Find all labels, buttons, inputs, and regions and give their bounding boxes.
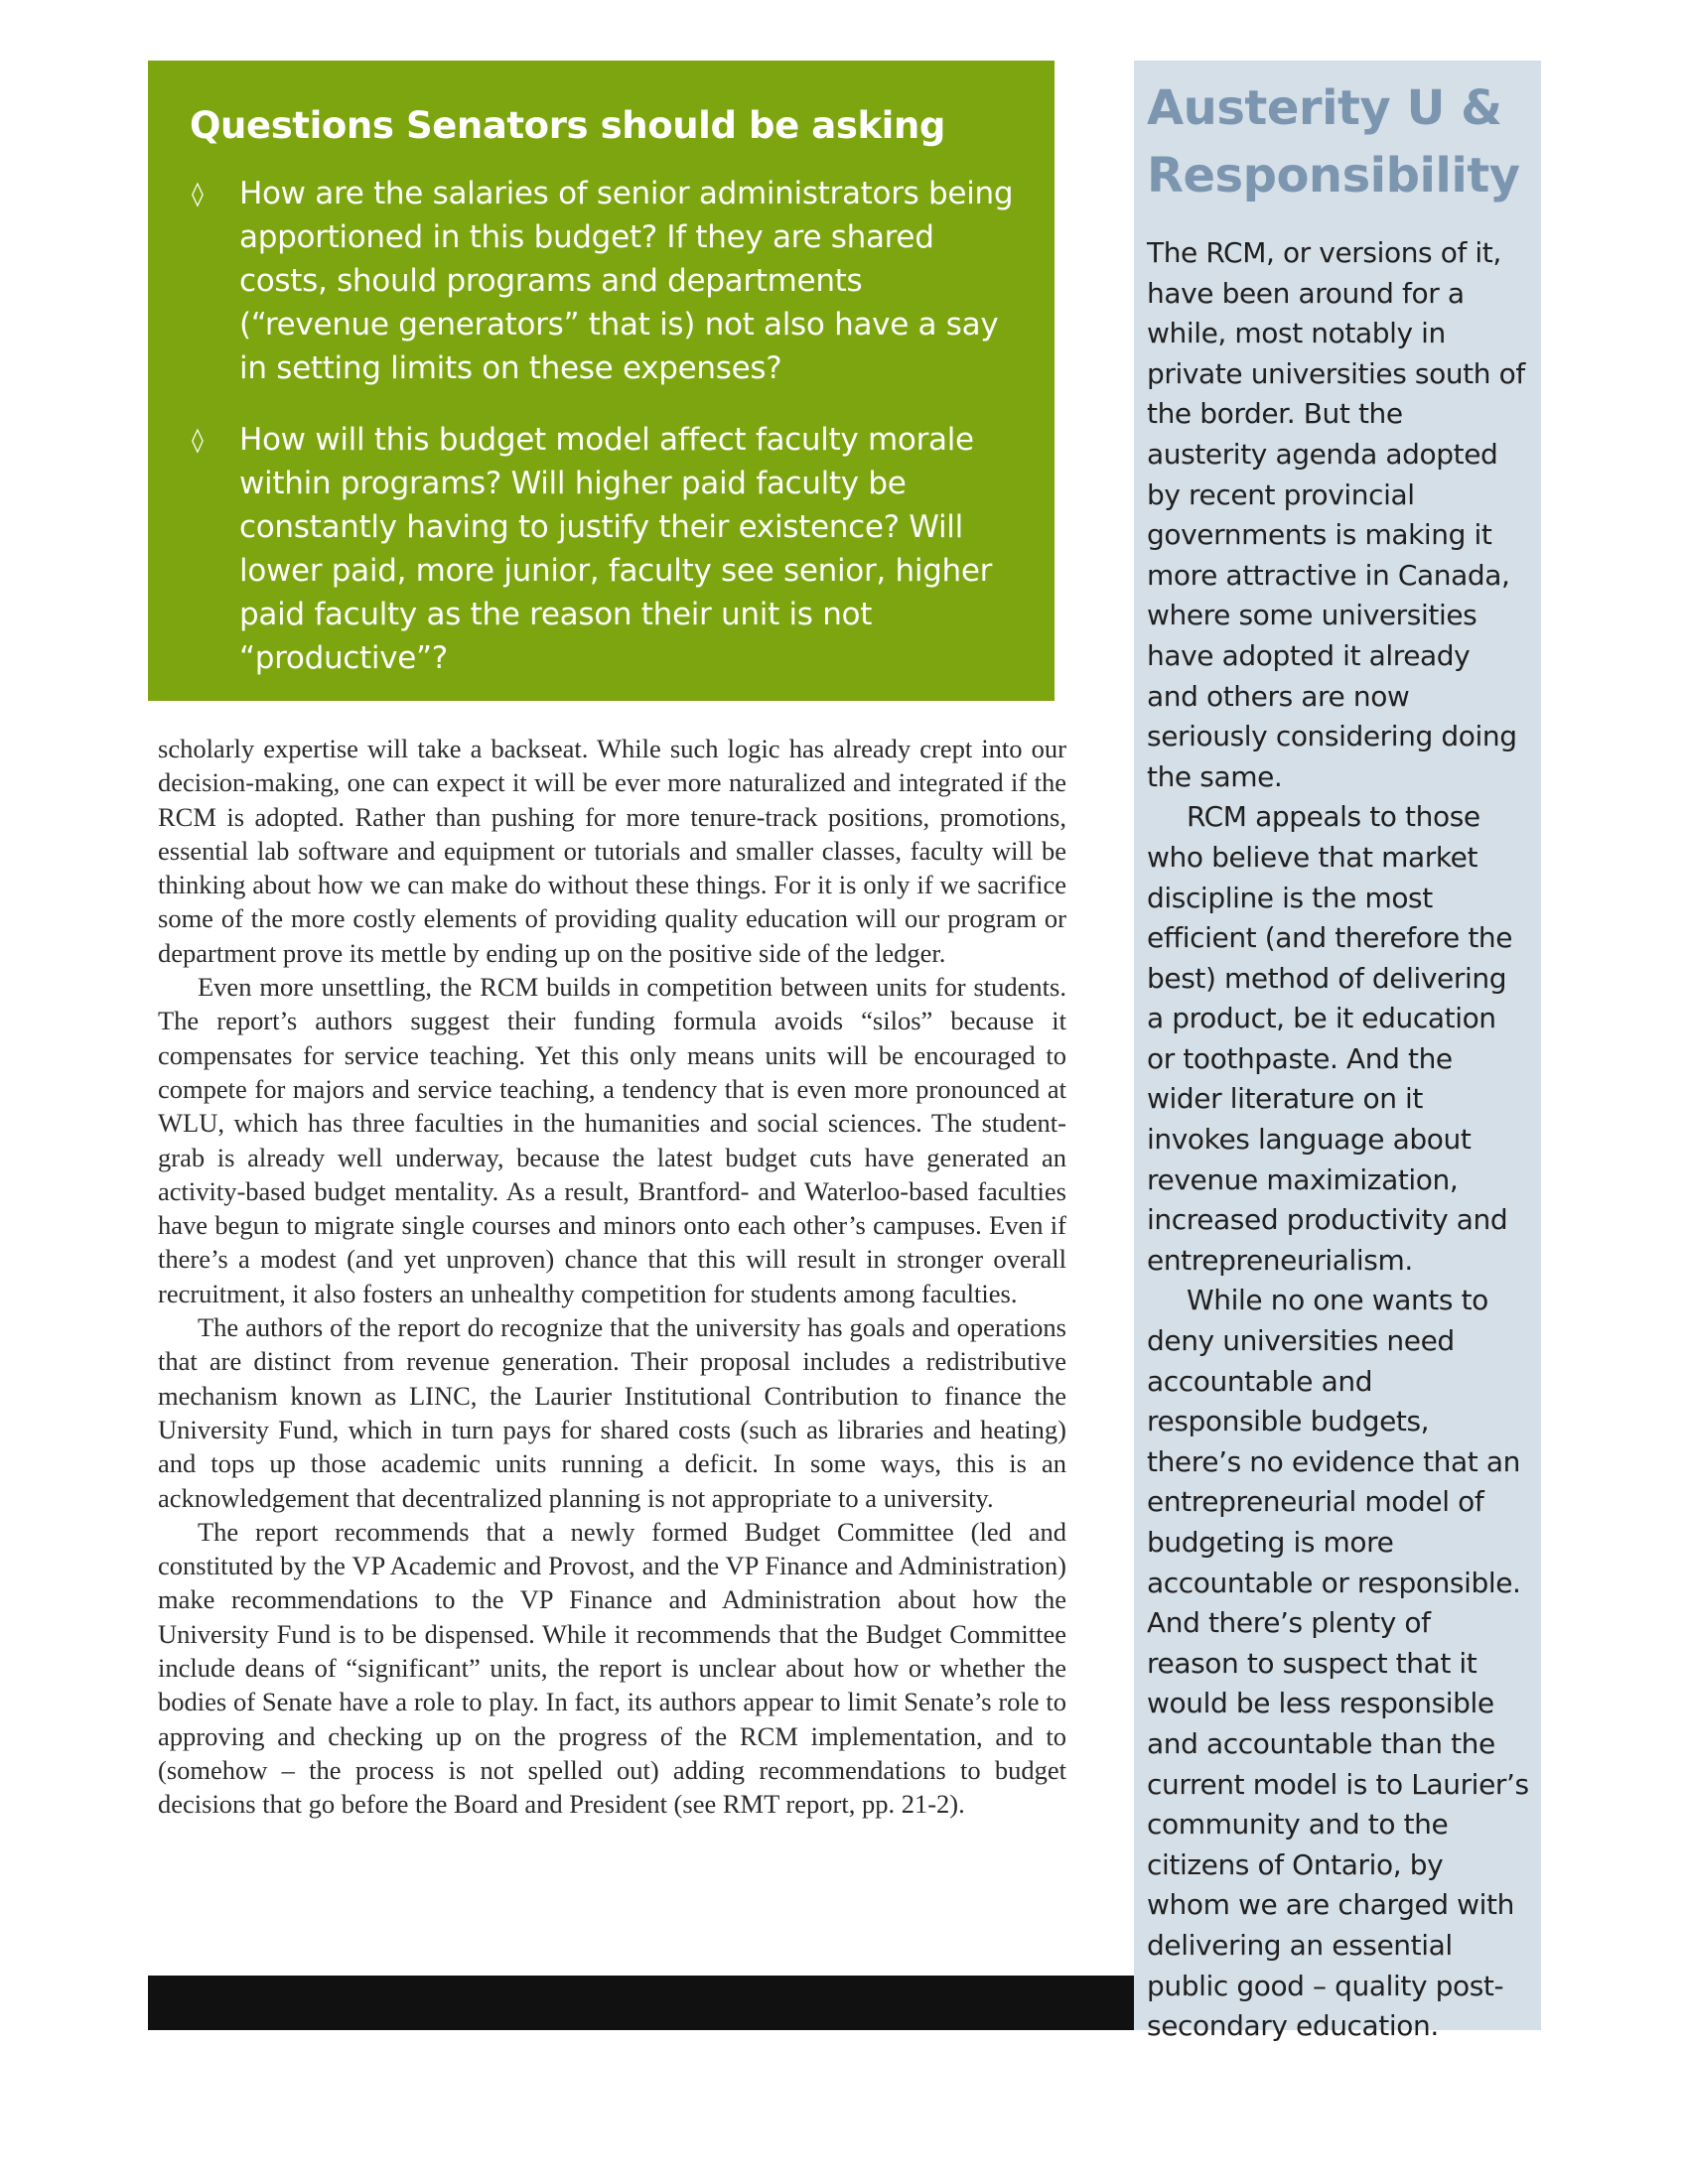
questions-callout-box bbox=[148, 61, 1055, 701]
sidebar-body bbox=[1147, 233, 1529, 2047]
body-paragraph: Even more unsettling, the RCM builds in competition between units for students. The report’s authors suggest their funding formula avoids “silos” because it compensates for service teaching. Yet this only means units will be encouraged to compete for majors and service teaching, a tendency that is even more pronounced at WLU, which has three faculties in the humanities and social sciences. The student-grab is already well underway, because the latest budget cuts have generated an activity-based budget mentality. As a result, Brantford- and Waterloo-based faculties have begun to migrate single courses and minors onto each other’s campuses. Even if there’s a modest (and yet unproven) chance that this will result in stronger overall recruitment, it also fosters an unhealthy competition for students among faculties. bbox=[158, 972, 1066, 1308]
sidebar-paragraph: The RCM, or versions of it, have been around for a while, most notably in private universities south of the border. But the austerity agenda adopted by recent provincial governments is making it more attractive in Canada, where some universities have adopted it already and others are now seriously considering doing the same. bbox=[1147, 236, 1525, 793]
body-paragraph: The authors of the report do recognize that the university has goals and operations that are distinct from revenue generation. Their proposal includes a redistributive mechanism known as LINC, the Laurier Institutional Contribution to finance the University Fund, which in turn pays for shared costs (such as libraries and heating) and tops up those academic units running a deficit. In some ways, this is an acknowledgement that decentralized planning is not appropriate to a university. bbox=[158, 1312, 1066, 1513]
sidebar-title: Austerity U & Responsibility bbox=[1147, 80, 1520, 204]
questions-callout-title: Questions Senators should be asking bbox=[190, 104, 945, 147]
body-paragraph: scholarly expertise will take a backseat. While such logic has already crept into our decision-making, one can expect it will be ever more naturalized and integrated if the RCM is adopted. Rather than pushing for more tenure-track positions, promotions, essential lab software and equipment or tutorials and smaller classes, faculty will be thinking about how we can make do without these things. For it is only if we sacrifice some of the more costly elements of providing quality education will our program or department prove its mettle by ending up on the positive side of the ledger. bbox=[158, 734, 1066, 968]
sidebar-paragraph: While no one wants to deny universities need accountable and responsible budgets, there’s no evidence that an entrepreneurial model of budgeting is more accountable or responsible. And there’s plenty of reason to suspect that it would be less responsible and accountable than the current model is to Laurier’s community and to the citizens of Ontario, by whom we are charged with delivering an essential public good – quality post-secondary education. bbox=[1147, 1284, 1529, 2043]
question-text: How are the salaries of senior administrators being apportioned in this budget? If they are shared costs, should programs and departments (“revenue generators” that is) not also have a say in setting limits on these expenses? bbox=[239, 176, 1014, 386]
body-paragraph: The report recommends that a newly formed Budget Committee (led and constituted by the VP Academic and Provost, and the VP Finance and Administration) make recommendations to the VP Finance and Administration about how the University Fund is to be dispensed. While it recommends that the Budget Committee include deans of “significant” units, the report is unclear about how or whether the bodies of Senate have a role to play. In fact, its authors appear to limit Senate’s role to approving and checking up on the progress of the RCM implementation, and to (somehow – the process is not spelled out) adding recommendations to budget decisions that go before the Board and President (see RMT report, pp. 21-2). bbox=[158, 1516, 1066, 1820]
question-item bbox=[190, 418, 1015, 680]
sidebar-paragraph: RCM appeals to those who believe that market discipline is the most efficient (and therefore the best) method of delivering a product, be it education or toothpaste. And the wider literature on it invokes language about revenue maximization, increased productivity and entrepreneurialism. bbox=[1147, 800, 1513, 1277]
article-body bbox=[158, 732, 1066, 1822]
diamond-bullet-icon: ◊ bbox=[192, 180, 204, 207]
footer-bar bbox=[148, 1976, 1136, 2030]
question-text: How will this budget model affect faculty morale within programs? Will higher paid faculty be constantly having to justify their existence? Will lower paid, more junior, faculty see senior, higher paid faculty as the reason their unit is not “productive”? bbox=[239, 422, 993, 676]
question-item bbox=[190, 172, 1015, 390]
diamond-bullet-icon: ◊ bbox=[192, 426, 204, 454]
sidebar-panel bbox=[1134, 61, 1541, 2043]
